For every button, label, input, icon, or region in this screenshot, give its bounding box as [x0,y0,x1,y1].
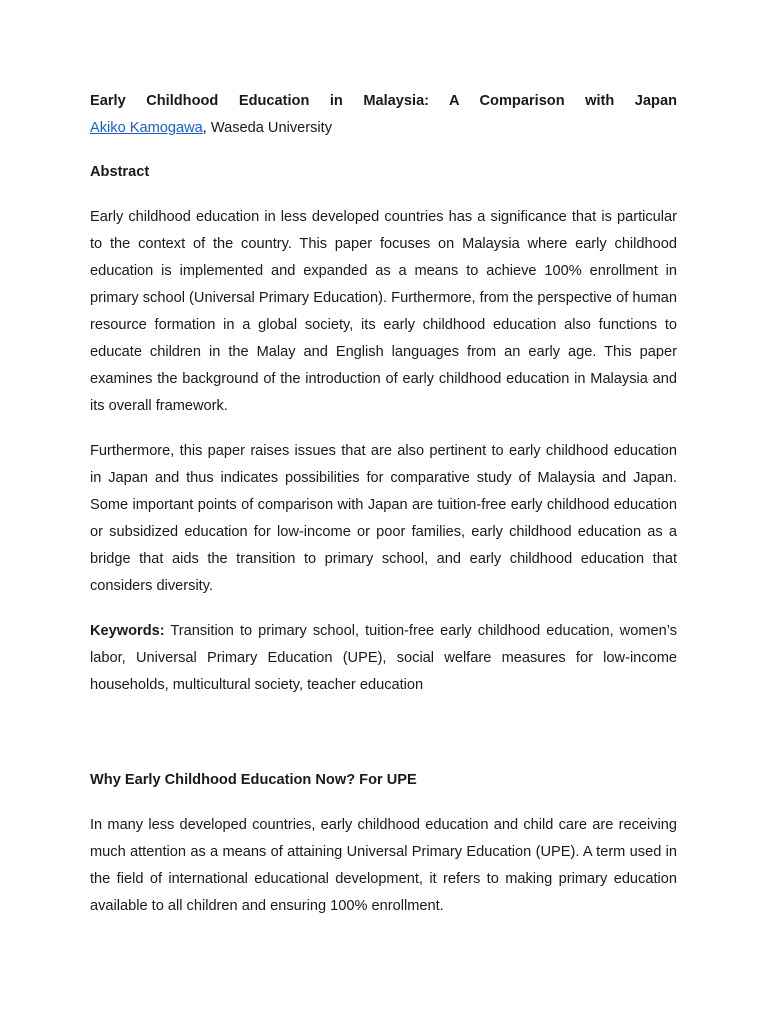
keywords-paragraph [90,618,677,699]
keywords-text: Transition to primary school, tuition-free early childhood education, women’s labor, Universal Primary Education (UPE), social welfare measures for low-income households, multicultural society, teacher education [90,623,677,693]
section-heading: Why Early Childhood Education Now? For UPE [90,772,417,788]
author-affiliation: , Waseda University [202,120,332,136]
abstract-paragraph-1: Early childhood education in less developed countries has a significance that is particular to the context of the country. This paper focuses on Malaysia where early childhood education is implemented and expanded as a means to achieve 100% enrollment in primary school (Universal Primary Education). Furthermore, from the perspective of human resource formation in a global society, its early childhood education also functions to educate children in the Malay and English languages from an early age. This paper examines the background of the introduction of early childhood education in Malaysia and its overall framework. [90,209,677,414]
document-title: Early Childhood Education in Malaysia: A Comparison with Japan [90,93,677,109]
author-link[interactable]: Akiko Kamogawa [90,120,203,136]
keywords-label: Keywords: [90,623,165,639]
abstract-paragraph-2: Furthermore, this paper raises issues that are also pertinent to early childhood education in Japan and thus indicates possibilities for comparative study of Malaysia and Japan. Some important points of comparison with Japan are tuition-free early childhood education or subsidized education for low-income or poor families, early childhood education as a bridge that aids the transition to primary school, and early childhood education that considers diversity. [90,443,677,594]
section-paragraph: In many less developed countries, early childhood education and child care are receiving much attention as a means of attaining Universal Primary Education (UPE). A term used in the field of international educational development, it refers to making primary education available to all children and ensuring 100% enrollment. [90,817,677,914]
author-line [90,115,677,142]
abstract-heading: Abstract [90,164,150,180]
document-page [90,88,677,920]
